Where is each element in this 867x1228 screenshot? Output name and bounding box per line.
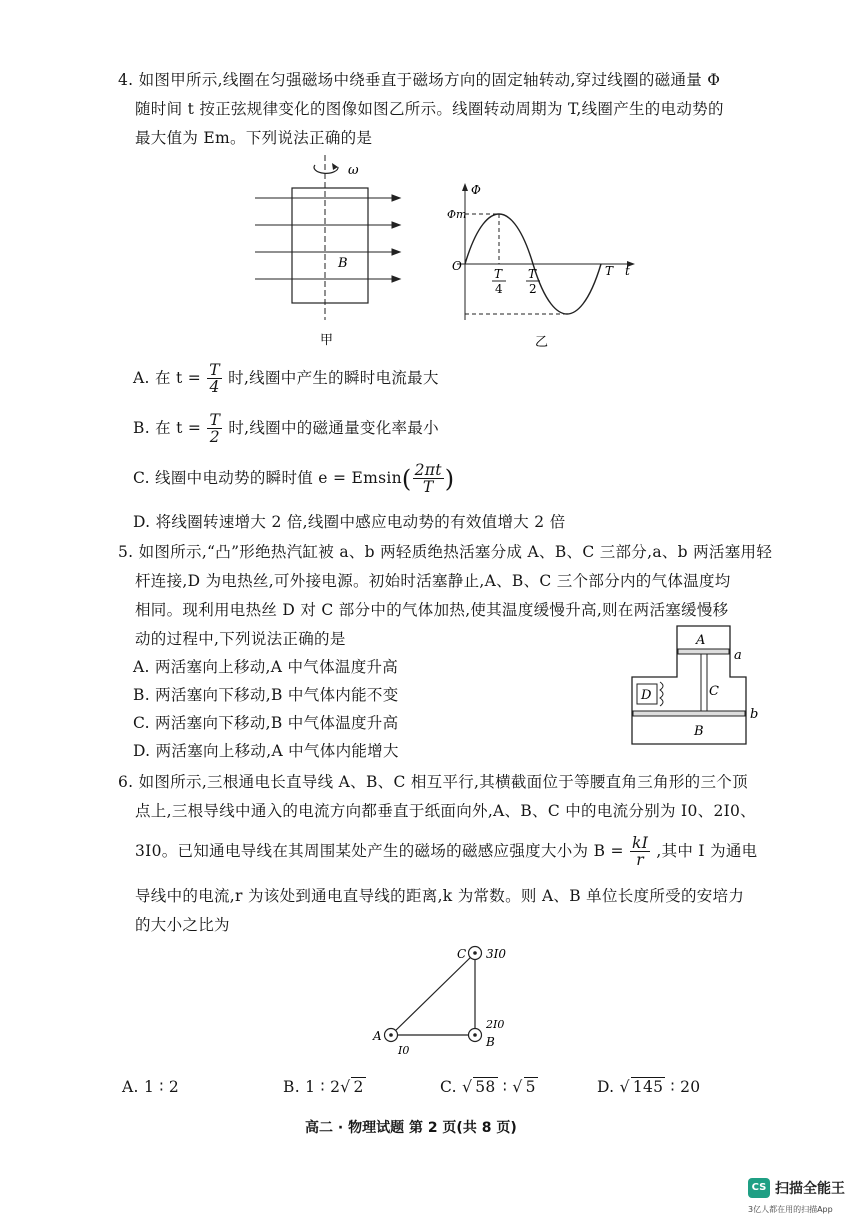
tick-period: T xyxy=(605,264,614,278)
current-c: 3I0 xyxy=(486,947,507,961)
q5-option-c[interactable]: C. 两活塞向下移动,B 中气体温度升高 xyxy=(133,714,399,732)
wire-c xyxy=(469,947,482,960)
t-axis-label: t xyxy=(625,264,630,278)
q4-option-b[interactable] xyxy=(133,412,439,446)
tick-quarter-num: T xyxy=(494,267,503,281)
q4-line1: 4. 如图甲所示,线圈在匀强磁场中绕垂直于磁场方向的固定轴转动,穿过线圈的磁通量 Φ xyxy=(118,71,721,89)
frac-den: 4 xyxy=(209,378,220,397)
q6-line3-prefix: 3I0。已知通电导线在其周围某处产生的磁场的磁感应强度大小为 B = xyxy=(135,841,624,860)
fraction xyxy=(207,362,222,396)
q4-option-d[interactable]: D. 将线圈转速增大 2 倍,线圈中感应电动势的有效值增大 2 倍 xyxy=(133,513,566,531)
caption-jia: 甲 xyxy=(320,333,334,348)
q6-option-d-suffix: ∶ 20 xyxy=(665,1078,701,1096)
fraction xyxy=(207,412,222,446)
q5-option-a[interactable]: A. 两活塞向上移动,A 中气体温度升高 xyxy=(133,658,399,676)
phi-max-label: Φm xyxy=(447,208,467,221)
q4-option-c-prefix: C. 线圈中电动势的瞬时值 e = Emsin xyxy=(133,468,402,487)
q4-option-a-text: 时,线圈中产生的瞬时电流最大 xyxy=(228,368,439,387)
q5-option-b[interactable]: B. 两活塞向下移动,B 中气体内能不变 xyxy=(133,686,399,704)
scanner-name: 扫描全能王 xyxy=(775,1181,845,1197)
q6-option-a[interactable]: A. 1 ∶ 2 xyxy=(122,1078,180,1096)
label-a: A xyxy=(373,1029,382,1043)
q5-option-d[interactable]: D. 两活塞向上移动,A 中气体内能增大 xyxy=(133,742,399,760)
q5-line4: 动的过程中,下列说法正确的是 xyxy=(135,630,346,648)
label-piston-a: a xyxy=(734,648,742,663)
radicand: 145 xyxy=(632,1078,664,1096)
field-lines xyxy=(255,195,400,282)
frac-num: 2πt xyxy=(414,461,442,479)
scanner-watermark xyxy=(748,1178,860,1220)
ratio-sep: ∶ xyxy=(497,1078,513,1096)
tick-half-num: T xyxy=(528,267,537,281)
frac-num: T xyxy=(209,411,221,429)
frac-den: 2 xyxy=(209,428,220,447)
q4-option-b-text: 时,线圈中的磁通量变化率最小 xyxy=(228,418,439,437)
q4-line2: 随时间 t 按正弦规律变化的图像如图乙所示。线圈转动周期为 T,线圈产生的电动势的 xyxy=(135,100,724,118)
q6-option-d-prefix: D. xyxy=(597,1078,615,1096)
cs-logo-icon: CS xyxy=(748,1178,770,1198)
omega-label: ω xyxy=(348,163,359,178)
frac-den: r xyxy=(636,851,644,870)
q4-line3: 最大值为 Em。下列说法正确的是 xyxy=(135,129,373,147)
frac-num: kI xyxy=(632,834,649,852)
q5-line1: 5. 如图所示,“凸”形绝热汽缸被 a、b 两轻质绝热活塞分成 A、B、C 三部分,a、b 两活塞用轻 xyxy=(118,543,773,561)
q4-option-b-prefix: B. 在 t = xyxy=(133,418,202,437)
q6-line5: 的大小之比为 xyxy=(135,916,230,934)
cylinder-figure xyxy=(630,622,770,750)
q4-option-c[interactable]: C. 线圈中电动势的瞬时值 e = Emsin( $\frac{2\pi t}{T}$ ) xyxy=(133,461,455,497)
q6-line2: 点上,三根导线中通入的电流方向都垂直于纸面向外,A、B、C 中的电流分别为 I0、2I0、 xyxy=(135,802,756,820)
q6-line3-suffix: ,其中 I 为通电 xyxy=(656,841,758,860)
q6-option-b-prefix: B. 1 ∶ 2 xyxy=(283,1078,341,1096)
radicand: 2 xyxy=(353,1078,364,1096)
fraction xyxy=(413,462,444,496)
frac-num: T xyxy=(209,361,220,379)
caption-yi: 乙 xyxy=(535,335,549,350)
frac-den: T xyxy=(422,478,434,497)
radicand: 58 xyxy=(475,1078,496,1096)
wire-b xyxy=(469,1029,482,1042)
q6-option-d[interactable]: D. √ 145 ∶ 20 xyxy=(597,1078,701,1096)
tick-half-den: 2 xyxy=(529,282,537,296)
scanner-tagline: 3亿人都在用的扫描App xyxy=(748,1205,833,1214)
label-piston-b: b xyxy=(750,707,759,722)
heater-coil xyxy=(660,682,663,706)
figure-yi xyxy=(445,180,645,350)
q5-line3: 相同。现利用电热丝 D 对 C 部分中的气体加热,使其温度缓慢升高,则在两活塞缓慢移 xyxy=(135,601,729,619)
label-b-chamber: B xyxy=(694,724,704,739)
q6-line1: 6. 如图所示,三根通电长直导线 A、B、C 相互平行,其横截面位于等腰直角三角形的三个顶 xyxy=(118,773,748,791)
tick-quarter-den: 4 xyxy=(495,282,503,296)
coil xyxy=(292,188,368,303)
piston-b xyxy=(633,711,745,716)
q6-line3 xyxy=(135,835,757,869)
label-c-chamber: C xyxy=(709,684,719,699)
q6-option-c[interactable]: C. √ 58 ∶ √ 5 xyxy=(440,1078,536,1096)
cylinder-outline xyxy=(632,626,746,744)
radicand: 5 xyxy=(525,1078,536,1096)
piston-a xyxy=(678,649,729,654)
wire-a xyxy=(385,1029,398,1042)
page-footer: 高二 · 物理试题 第 2 页(共 8 页) xyxy=(305,1120,517,1136)
triangle-figure xyxy=(365,938,525,1060)
fraction xyxy=(630,835,650,869)
label-c: C xyxy=(457,947,467,961)
q5-line2: 杆连接,D 为电热丝,可外接电源。初始时活塞静止,A、B、C 三个部分内的气体温度均 xyxy=(135,572,731,590)
q6-line4: 导线中的电流,r 为该处到通电直导线的距离,k 为常数。则 A、B 单位长度所受的安培力 xyxy=(135,887,745,905)
q4-option-a-prefix: A. 在 t = xyxy=(133,368,202,387)
label-a-chamber: A xyxy=(696,633,706,648)
q6-option-c-prefix: C. xyxy=(440,1078,457,1096)
q4-option-a[interactable] xyxy=(133,362,439,396)
field-label: B xyxy=(338,256,348,271)
label-b: B xyxy=(486,1035,495,1049)
current-b: 2I0 xyxy=(486,1018,505,1031)
current-a: I0 xyxy=(398,1044,410,1057)
origin-label: O xyxy=(452,259,462,273)
label-d-heater: D xyxy=(641,688,652,703)
figure-jia xyxy=(240,150,410,350)
phi-axis-label: Φ xyxy=(471,183,481,197)
q6-option-b[interactable]: B. 1 ∶ 2√ 2 xyxy=(283,1078,364,1096)
